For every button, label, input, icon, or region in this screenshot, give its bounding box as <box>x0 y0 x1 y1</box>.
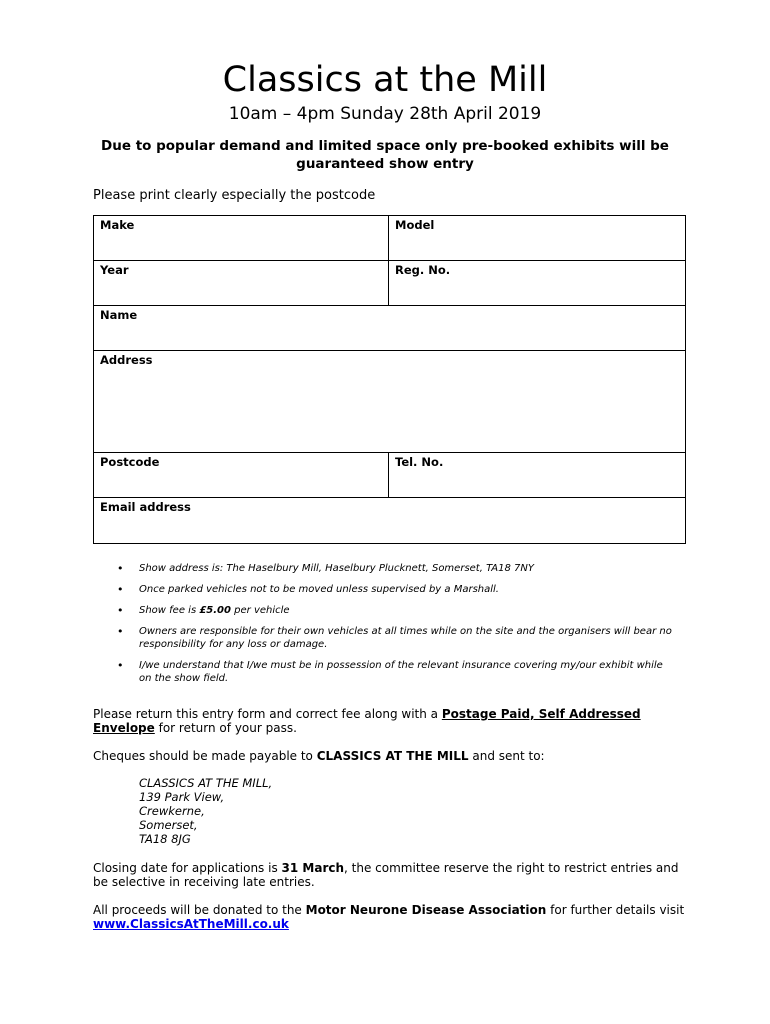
website-link[interactable]: www.ClassicsAtTheMill.co.uk <box>93 917 289 931</box>
year-field[interactable] <box>94 261 389 306</box>
event-date-subtitle: 10am – 4pm Sunday 28th April 2019 <box>228 104 542 124</box>
make-field[interactable] <box>94 216 389 261</box>
print-instruction: Please print clearly especially the postcode <box>93 188 376 203</box>
postcode-label: Postcode <box>100 455 160 469</box>
address-label: Address <box>100 353 153 367</box>
address-line: Crewkerne, <box>139 804 205 818</box>
year-label: Year <box>100 263 129 277</box>
tel-no-label: Tel. No. <box>395 455 444 469</box>
tel-no-field[interactable] <box>389 453 686 498</box>
postcode-field[interactable] <box>94 453 389 498</box>
address-line: Somerset, <box>139 818 198 832</box>
list-item: • Show address is: The Haselbury Mill, Haselbury Plucknett, Somerset, TA18 7NY <box>117 562 534 575</box>
email-label: Email address <box>100 500 191 514</box>
show-rules-list <box>115 562 675 693</box>
model-field[interactable] <box>389 216 686 261</box>
address-field[interactable] <box>94 351 686 453</box>
make-label: Make <box>100 218 135 232</box>
return-instructions: Please return this entry form and correct fee along with a Postage Paid, Self Addressed Envelope for return of your pass. <box>93 707 641 735</box>
reg-no-label: Reg. No. <box>395 263 451 277</box>
page-title: Classics at the Mill <box>222 60 548 100</box>
name-field[interactable] <box>94 306 686 351</box>
cheque-instructions: Cheques should be made payable to CLASSICS AT THE MILL and sent to: <box>93 749 545 763</box>
closing-date: 31 March <box>281 861 345 875</box>
list-item: • Once parked vehicles not to be moved unless supervised by a Marshall. <box>117 583 499 596</box>
charity-name: Motor Neurone Disease Association <box>305 903 547 917</box>
entry-form-table <box>93 215 686 544</box>
name-label: Name <box>100 308 138 322</box>
proceeds-text: All proceeds will be donated to the Motor Neurone Disease Association for further details visit www.ClassicsAtTheMill.co.uk <box>93 903 685 931</box>
bullet-icon: • <box>117 625 124 638</box>
list-item: • I/we understand that I/we must be in possession of the relevant insurance covering my/our exhibit while on the show field. <box>117 659 663 684</box>
bullet-icon: • <box>117 604 124 617</box>
booking-notice: Due to popular demand and limited space only pre-booked exhibits will be guaranteed show entry <box>101 138 669 172</box>
email-field[interactable] <box>94 498 686 544</box>
address-line: TA18 8JG <box>139 832 191 846</box>
list-item: • Owners are responsible for their own vehicles at all times while on the site and the organisers will bear no responsibility for any loss or damage. <box>117 625 672 650</box>
list-item: • Show fee is £5.00 per vehicle <box>117 604 290 617</box>
reg-no-field[interactable] <box>389 261 686 306</box>
closing-date-text: Closing date for applications is 31 March, the committee reserve the right to restrict entries and be selective in receiving late entries. <box>93 861 679 889</box>
sae-emphasis: Postage Paid, Self Addressed Envelope <box>93 707 641 735</box>
postal-address <box>139 776 272 846</box>
bullet-icon: • <box>117 659 124 672</box>
cheque-payee: CLASSICS AT THE MILL <box>316 749 469 763</box>
show-fee-amount: £5.00 <box>199 605 231 616</box>
bullet-icon: • <box>117 583 124 596</box>
bullet-icon: • <box>117 562 124 575</box>
address-line: 139 Park View, <box>139 790 225 804</box>
model-label: Model <box>395 218 435 232</box>
address-line: CLASSICS AT THE MILL, <box>139 776 273 790</box>
